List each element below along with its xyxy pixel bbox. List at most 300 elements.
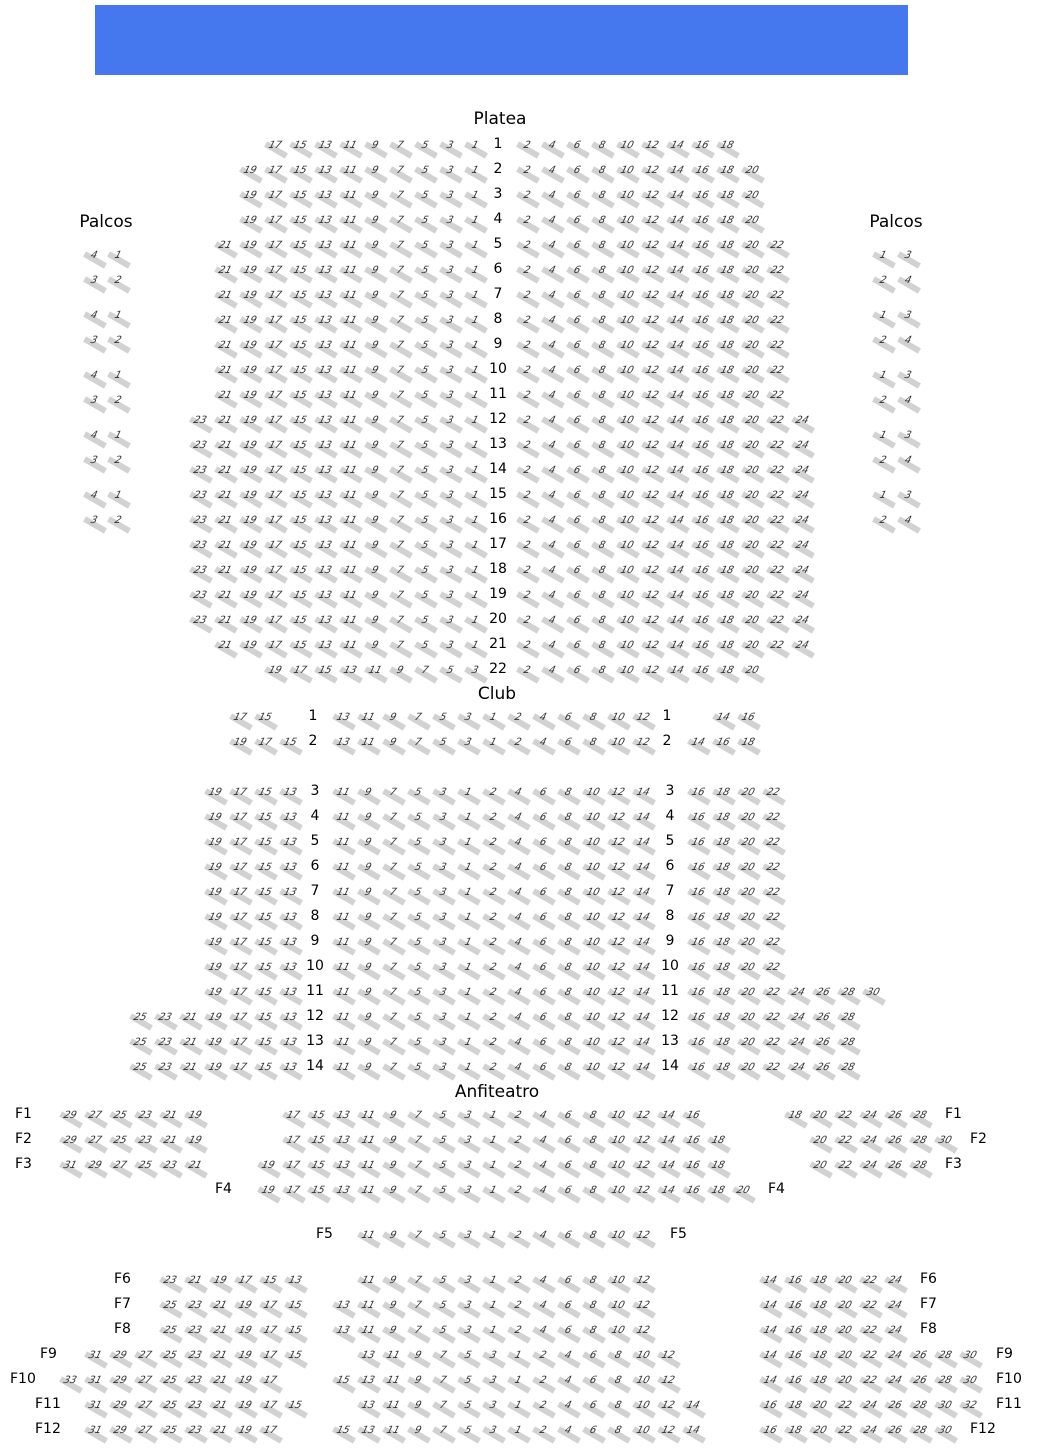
platea-seat[interactable] — [413, 511, 437, 535]
platea-seat[interactable] — [463, 136, 487, 160]
club-seat[interactable] — [406, 783, 430, 807]
palco-seat[interactable] — [896, 511, 920, 535]
club-seat[interactable] — [556, 908, 580, 932]
anfiteatro-seat[interactable] — [606, 1346, 630, 1370]
club-seat[interactable] — [581, 733, 605, 757]
platea-seat[interactable] — [263, 136, 287, 160]
club-seat[interactable] — [356, 1033, 380, 1057]
club-seat[interactable] — [836, 1033, 860, 1057]
platea-seat[interactable] — [540, 186, 564, 210]
club-seat[interactable] — [506, 808, 530, 832]
anfiteatro-seat[interactable] — [208, 1321, 232, 1345]
platea-seat[interactable] — [640, 436, 664, 460]
palco-seat[interactable] — [82, 426, 106, 450]
anfiteatro-seat[interactable] — [908, 1396, 932, 1420]
anfiteatro-seat[interactable] — [133, 1396, 157, 1420]
anfiteatro-seat[interactable] — [908, 1371, 932, 1395]
palco-seat[interactable] — [82, 306, 106, 330]
club-seat[interactable] — [356, 808, 380, 832]
platea-seat[interactable] — [615, 211, 639, 235]
club-seat[interactable] — [686, 733, 710, 757]
club-seat[interactable] — [331, 733, 355, 757]
platea-seat[interactable] — [765, 436, 789, 460]
palco-seat[interactable] — [871, 486, 895, 510]
club-seat[interactable] — [761, 908, 785, 932]
platea-seat[interactable] — [263, 611, 287, 635]
anfiteatro-seat[interactable] — [283, 1271, 307, 1295]
club-seat[interactable] — [606, 908, 630, 932]
platea-seat[interactable] — [715, 136, 739, 160]
club-seat[interactable] — [631, 833, 655, 857]
club-seat[interactable] — [431, 983, 455, 1007]
platea-seat[interactable] — [690, 361, 714, 385]
platea-seat[interactable] — [665, 311, 689, 335]
palco-seat[interactable] — [896, 391, 920, 415]
anfiteatro-seat[interactable] — [531, 1156, 555, 1180]
platea-seat[interactable] — [238, 286, 262, 310]
palco-seat[interactable] — [82, 391, 106, 415]
platea-seat[interactable] — [540, 436, 564, 460]
anfiteatro-seat[interactable] — [656, 1371, 680, 1395]
platea-seat[interactable] — [263, 436, 287, 460]
anfiteatro-seat[interactable] — [883, 1131, 907, 1155]
club-seat[interactable] — [506, 908, 530, 932]
platea-seat[interactable] — [515, 161, 539, 185]
platea-seat[interactable] — [540, 486, 564, 510]
platea-seat[interactable] — [338, 461, 362, 485]
platea-seat[interactable] — [238, 211, 262, 235]
platea-seat[interactable] — [238, 636, 262, 660]
club-seat[interactable] — [331, 933, 355, 957]
anfiteatro-seat[interactable] — [631, 1181, 655, 1205]
anfiteatro-seat[interactable] — [58, 1106, 82, 1130]
club-seat[interactable] — [331, 908, 355, 932]
platea-seat[interactable] — [463, 611, 487, 635]
club-seat[interactable] — [381, 1033, 405, 1057]
platea-seat[interactable] — [540, 161, 564, 185]
club-seat[interactable] — [253, 733, 277, 757]
club-seat[interactable] — [556, 1008, 580, 1032]
platea-seat[interactable] — [363, 511, 387, 535]
club-seat[interactable] — [203, 1058, 227, 1082]
anfiteatro-seat[interactable] — [306, 1131, 330, 1155]
club-seat[interactable] — [456, 858, 480, 882]
platea-seat[interactable] — [690, 236, 714, 260]
platea-seat[interactable] — [565, 186, 589, 210]
platea-seat[interactable] — [463, 311, 487, 335]
club-seat[interactable] — [178, 1058, 202, 1082]
anfiteatro-seat[interactable] — [883, 1421, 907, 1445]
platea-seat[interactable] — [213, 286, 237, 310]
platea-seat[interactable] — [338, 611, 362, 635]
platea-seat[interactable] — [388, 386, 412, 410]
club-seat[interactable] — [711, 833, 735, 857]
platea-seat[interactable] — [690, 661, 714, 685]
platea-seat[interactable] — [665, 211, 689, 235]
platea-seat[interactable] — [363, 486, 387, 510]
platea-seat[interactable] — [313, 561, 337, 585]
anfiteatro-seat[interactable] — [283, 1346, 307, 1370]
platea-seat[interactable] — [665, 436, 689, 460]
club-seat[interactable] — [253, 858, 277, 882]
club-seat[interactable] — [203, 783, 227, 807]
platea-seat[interactable] — [213, 436, 237, 460]
anfiteatro-seat[interactable] — [631, 1296, 655, 1320]
anfiteatro-seat[interactable] — [883, 1271, 907, 1295]
anfiteatro-seat[interactable] — [331, 1371, 355, 1395]
platea-seat[interactable] — [665, 661, 689, 685]
club-seat[interactable] — [431, 933, 455, 957]
club-seat[interactable] — [253, 708, 277, 732]
platea-seat[interactable] — [565, 261, 589, 285]
platea-seat[interactable] — [238, 386, 262, 410]
club-seat[interactable] — [506, 733, 530, 757]
club-seat[interactable] — [228, 858, 252, 882]
platea-seat[interactable] — [463, 286, 487, 310]
platea-seat[interactable] — [565, 236, 589, 260]
club-seat[interactable] — [531, 908, 555, 932]
platea-seat[interactable] — [313, 536, 337, 560]
club-seat[interactable] — [581, 708, 605, 732]
platea-seat[interactable] — [590, 536, 614, 560]
platea-seat[interactable] — [590, 261, 614, 285]
anfiteatro-seat[interactable] — [833, 1296, 857, 1320]
platea-seat[interactable] — [213, 411, 237, 435]
club-seat[interactable] — [128, 1008, 152, 1032]
anfiteatro-seat[interactable] — [258, 1271, 282, 1295]
platea-seat[interactable] — [515, 311, 539, 335]
club-seat[interactable] — [456, 1008, 480, 1032]
anfiteatro-seat[interactable] — [456, 1181, 480, 1205]
anfiteatro-seat[interactable] — [808, 1271, 832, 1295]
platea-seat[interactable] — [690, 386, 714, 410]
platea-seat[interactable] — [363, 661, 387, 685]
anfiteatro-seat[interactable] — [356, 1226, 380, 1250]
platea-seat[interactable] — [388, 211, 412, 235]
anfiteatro-seat[interactable] — [606, 1156, 630, 1180]
platea-seat[interactable] — [715, 161, 739, 185]
platea-seat[interactable] — [413, 536, 437, 560]
platea-seat[interactable] — [213, 636, 237, 660]
club-seat[interactable] — [481, 733, 505, 757]
palco-seat[interactable] — [82, 486, 106, 510]
club-seat[interactable] — [203, 808, 227, 832]
platea-seat[interactable] — [413, 586, 437, 610]
anfiteatro-seat[interactable] — [431, 1346, 455, 1370]
platea-seat[interactable] — [313, 661, 337, 685]
anfiteatro-seat[interactable] — [606, 1296, 630, 1320]
club-seat[interactable] — [356, 1058, 380, 1082]
anfiteatro-seat[interactable] — [883, 1321, 907, 1345]
platea-seat[interactable] — [338, 511, 362, 535]
club-seat[interactable] — [356, 858, 380, 882]
platea-seat[interactable] — [313, 486, 337, 510]
anfiteatro-seat[interactable] — [908, 1156, 932, 1180]
platea-seat[interactable] — [740, 361, 764, 385]
palco-seat[interactable] — [106, 426, 130, 450]
club-seat[interactable] — [761, 783, 785, 807]
club-seat[interactable] — [606, 808, 630, 832]
platea-seat[interactable] — [413, 461, 437, 485]
platea-seat[interactable] — [388, 186, 412, 210]
platea-seat[interactable] — [413, 486, 437, 510]
anfiteatro-seat[interactable] — [506, 1371, 530, 1395]
platea-seat[interactable] — [363, 361, 387, 385]
platea-seat[interactable] — [263, 336, 287, 360]
palco-seat[interactable] — [871, 451, 895, 475]
platea-seat[interactable] — [213, 336, 237, 360]
platea-seat[interactable] — [765, 311, 789, 335]
anfiteatro-seat[interactable] — [808, 1371, 832, 1395]
platea-seat[interactable] — [590, 336, 614, 360]
anfiteatro-seat[interactable] — [456, 1421, 480, 1445]
anfiteatro-seat[interactable] — [281, 1131, 305, 1155]
anfiteatro-seat[interactable] — [531, 1296, 555, 1320]
platea-seat[interactable] — [640, 511, 664, 535]
anfiteatro-seat[interactable] — [681, 1156, 705, 1180]
anfiteatro-seat[interactable] — [631, 1421, 655, 1445]
club-seat[interactable] — [606, 883, 630, 907]
platea-seat[interactable] — [388, 161, 412, 185]
anfiteatro-seat[interactable] — [506, 1181, 530, 1205]
platea-seat[interactable] — [640, 586, 664, 610]
platea-seat[interactable] — [438, 461, 462, 485]
platea-seat[interactable] — [288, 486, 312, 510]
anfiteatro-seat[interactable] — [556, 1131, 580, 1155]
platea-seat[interactable] — [263, 211, 287, 235]
anfiteatro-seat[interactable] — [958, 1346, 982, 1370]
anfiteatro-seat[interactable] — [858, 1396, 882, 1420]
anfiteatro-seat[interactable] — [908, 1421, 932, 1445]
platea-seat[interactable] — [740, 661, 764, 685]
anfiteatro-seat[interactable] — [406, 1296, 430, 1320]
palco-seat[interactable] — [106, 511, 130, 535]
palco-seat[interactable] — [871, 271, 895, 295]
platea-seat[interactable] — [213, 311, 237, 335]
club-seat[interactable] — [506, 783, 530, 807]
platea-seat[interactable] — [238, 586, 262, 610]
platea-seat[interactable] — [740, 561, 764, 585]
platea-seat[interactable] — [640, 561, 664, 585]
anfiteatro-seat[interactable] — [108, 1421, 132, 1445]
anfiteatro-seat[interactable] — [431, 1181, 455, 1205]
club-seat[interactable] — [556, 708, 580, 732]
anfiteatro-seat[interactable] — [606, 1396, 630, 1420]
anfiteatro-seat[interactable] — [481, 1296, 505, 1320]
platea-seat[interactable] — [765, 561, 789, 585]
anfiteatro-seat[interactable] — [183, 1396, 207, 1420]
anfiteatro-seat[interactable] — [631, 1131, 655, 1155]
club-seat[interactable] — [506, 958, 530, 982]
club-seat[interactable] — [736, 983, 760, 1007]
club-seat[interactable] — [431, 858, 455, 882]
anfiteatro-seat[interactable] — [481, 1131, 505, 1155]
platea-seat[interactable] — [438, 536, 462, 560]
platea-seat[interactable] — [388, 511, 412, 535]
club-seat[interactable] — [581, 958, 605, 982]
anfiteatro-seat[interactable] — [233, 1321, 257, 1345]
club-seat[interactable] — [631, 958, 655, 982]
club-seat[interactable] — [278, 908, 302, 932]
platea-seat[interactable] — [540, 361, 564, 385]
platea-seat[interactable] — [438, 186, 462, 210]
anfiteatro-seat[interactable] — [808, 1421, 832, 1445]
platea-seat[interactable] — [565, 336, 589, 360]
club-seat[interactable] — [178, 1008, 202, 1032]
anfiteatro-seat[interactable] — [258, 1371, 282, 1395]
platea-seat[interactable] — [238, 486, 262, 510]
anfiteatro-seat[interactable] — [731, 1181, 755, 1205]
platea-seat[interactable] — [615, 636, 639, 660]
platea-seat[interactable] — [413, 286, 437, 310]
anfiteatro-seat[interactable] — [456, 1296, 480, 1320]
platea-seat[interactable] — [690, 211, 714, 235]
platea-seat[interactable] — [238, 461, 262, 485]
platea-seat[interactable] — [213, 536, 237, 560]
club-seat[interactable] — [736, 708, 760, 732]
platea-seat[interactable] — [288, 636, 312, 660]
anfiteatro-seat[interactable] — [456, 1321, 480, 1345]
anfiteatro-seat[interactable] — [431, 1371, 455, 1395]
club-seat[interactable] — [456, 783, 480, 807]
anfiteatro-seat[interactable] — [656, 1131, 680, 1155]
club-seat[interactable] — [581, 808, 605, 832]
club-seat[interactable] — [278, 983, 302, 1007]
platea-seat[interactable] — [338, 286, 362, 310]
platea-seat[interactable] — [740, 336, 764, 360]
platea-seat[interactable] — [740, 386, 764, 410]
anfiteatro-seat[interactable] — [233, 1271, 257, 1295]
anfiteatro-seat[interactable] — [506, 1296, 530, 1320]
club-seat[interactable] — [228, 958, 252, 982]
club-seat[interactable] — [456, 1058, 480, 1082]
platea-seat[interactable] — [715, 236, 739, 260]
anfiteatro-seat[interactable] — [381, 1156, 405, 1180]
platea-seat[interactable] — [565, 286, 589, 310]
club-seat[interactable] — [253, 933, 277, 957]
anfiteatro-seat[interactable] — [158, 1296, 182, 1320]
anfiteatro-seat[interactable] — [233, 1371, 257, 1395]
platea-seat[interactable] — [438, 611, 462, 635]
platea-seat[interactable] — [263, 661, 287, 685]
platea-seat[interactable] — [615, 511, 639, 535]
anfiteatro-seat[interactable] — [531, 1226, 555, 1250]
platea-seat[interactable] — [388, 311, 412, 335]
club-seat[interactable] — [278, 933, 302, 957]
anfiteatro-seat[interactable] — [833, 1271, 857, 1295]
palco-seat[interactable] — [106, 246, 130, 270]
anfiteatro-seat[interactable] — [306, 1106, 330, 1130]
platea-seat[interactable] — [413, 561, 437, 585]
platea-seat[interactable] — [690, 586, 714, 610]
club-seat[interactable] — [531, 783, 555, 807]
platea-seat[interactable] — [263, 286, 287, 310]
club-seat[interactable] — [456, 933, 480, 957]
club-seat[interactable] — [711, 883, 735, 907]
platea-seat[interactable] — [715, 661, 739, 685]
anfiteatro-seat[interactable] — [83, 1106, 107, 1130]
platea-seat[interactable] — [565, 411, 589, 435]
club-seat[interactable] — [761, 1033, 785, 1057]
palco-seat[interactable] — [82, 451, 106, 475]
palco-seat[interactable] — [871, 331, 895, 355]
platea-seat[interactable] — [565, 661, 589, 685]
club-seat[interactable] — [531, 808, 555, 832]
platea-seat[interactable] — [615, 186, 639, 210]
anfiteatro-seat[interactable] — [481, 1181, 505, 1205]
club-seat[interactable] — [736, 783, 760, 807]
club-seat[interactable] — [556, 883, 580, 907]
platea-seat[interactable] — [313, 161, 337, 185]
anfiteatro-seat[interactable] — [556, 1321, 580, 1345]
anfiteatro-seat[interactable] — [158, 1271, 182, 1295]
platea-seat[interactable] — [313, 411, 337, 435]
anfiteatro-seat[interactable] — [681, 1131, 705, 1155]
anfiteatro-seat[interactable] — [406, 1271, 430, 1295]
club-seat[interactable] — [581, 783, 605, 807]
platea-seat[interactable] — [288, 161, 312, 185]
club-seat[interactable] — [711, 933, 735, 957]
anfiteatro-seat[interactable] — [506, 1106, 530, 1130]
platea-seat[interactable] — [438, 586, 462, 610]
club-seat[interactable] — [581, 1008, 605, 1032]
palco-seat[interactable] — [896, 271, 920, 295]
anfiteatro-seat[interactable] — [481, 1156, 505, 1180]
platea-seat[interactable] — [463, 186, 487, 210]
club-seat[interactable] — [506, 1008, 530, 1032]
platea-seat[interactable] — [665, 536, 689, 560]
anfiteatro-seat[interactable] — [858, 1106, 882, 1130]
anfiteatro-seat[interactable] — [481, 1396, 505, 1420]
anfiteatro-seat[interactable] — [108, 1396, 132, 1420]
club-seat[interactable] — [556, 783, 580, 807]
anfiteatro-seat[interactable] — [506, 1321, 530, 1345]
platea-seat[interactable] — [640, 286, 664, 310]
club-seat[interactable] — [278, 858, 302, 882]
platea-seat[interactable] — [413, 611, 437, 635]
platea-seat[interactable] — [690, 286, 714, 310]
platea-seat[interactable] — [715, 386, 739, 410]
platea-seat[interactable] — [565, 511, 589, 535]
anfiteatro-seat[interactable] — [183, 1346, 207, 1370]
platea-seat[interactable] — [740, 286, 764, 310]
anfiteatro-seat[interactable] — [356, 1321, 380, 1345]
platea-seat[interactable] — [263, 561, 287, 585]
anfiteatro-seat[interactable] — [506, 1271, 530, 1295]
platea-seat[interactable] — [438, 636, 462, 660]
platea-seat[interactable] — [715, 311, 739, 335]
club-seat[interactable] — [228, 733, 252, 757]
platea-seat[interactable] — [188, 561, 212, 585]
club-seat[interactable] — [431, 708, 455, 732]
platea-seat[interactable] — [590, 636, 614, 660]
platea-seat[interactable] — [438, 261, 462, 285]
anfiteatro-seat[interactable] — [758, 1346, 782, 1370]
platea-seat[interactable] — [413, 336, 437, 360]
anfiteatro-seat[interactable] — [183, 1271, 207, 1295]
anfiteatro-seat[interactable] — [381, 1226, 405, 1250]
anfiteatro-seat[interactable] — [581, 1181, 605, 1205]
platea-seat[interactable] — [363, 136, 387, 160]
club-seat[interactable] — [686, 783, 710, 807]
platea-seat[interactable] — [640, 536, 664, 560]
club-seat[interactable] — [531, 858, 555, 882]
club-seat[interactable] — [431, 733, 455, 757]
club-seat[interactable] — [278, 1033, 302, 1057]
platea-seat[interactable] — [438, 511, 462, 535]
club-seat[interactable] — [711, 858, 735, 882]
platea-seat[interactable] — [790, 561, 814, 585]
